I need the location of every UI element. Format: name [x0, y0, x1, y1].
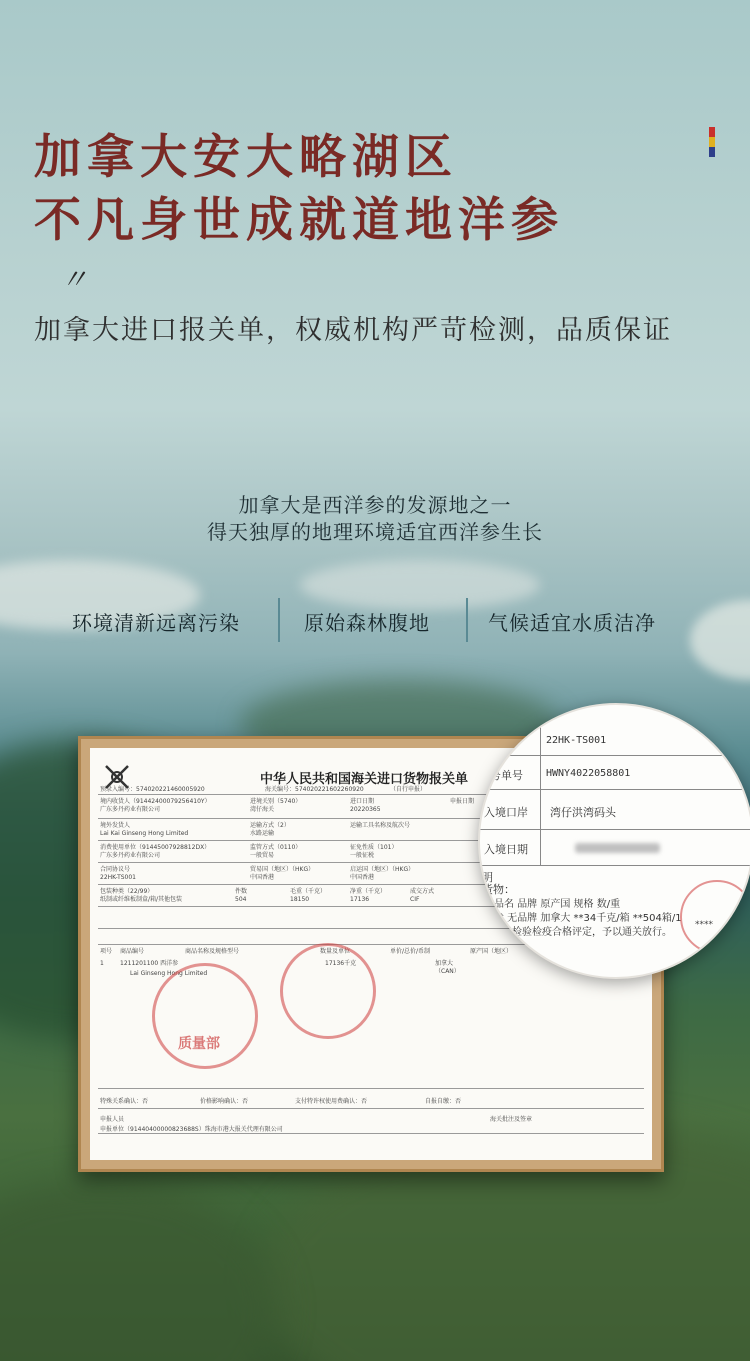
- doc-column-header: 项号: [100, 948, 113, 955]
- doc-field: 进境关别（5740）: [250, 798, 302, 805]
- detail-invoice-value: HWNY4022058801: [546, 768, 631, 779]
- doc-column-header: 数量及单位: [320, 948, 351, 955]
- doc-field: 18150: [290, 896, 310, 903]
- doc-goods-cell: 加拿大: [435, 960, 454, 967]
- intro-line2: 得天独厚的地理环境适宜西洋参生长: [207, 520, 543, 544]
- doc-footer-field: 海关批注及签章: [490, 1116, 533, 1123]
- magnified-detail: [478, 703, 750, 979]
- red-seal-stamp: [680, 880, 750, 954]
- intro-line1: 加拿大是西洋参的发源地之一: [238, 493, 512, 517]
- feature-divider: [278, 598, 280, 642]
- landscape-forest: [0, 1180, 280, 1361]
- headline-line1: 加拿大安大略湖区: [34, 130, 458, 185]
- detail-contract-no: 22HK-TS001: [546, 735, 607, 746]
- doc-field: 中国香港: [250, 874, 275, 881]
- detail-line: [480, 829, 750, 830]
- doc-field: 境内收货人（91442400079256410Y）: [100, 798, 211, 805]
- doc-column-header: 商品名称及规格型号: [185, 948, 240, 955]
- doc-footer-field: 申报单位（91440400000823688S）珠海市港大报关代理有限公司: [100, 1126, 283, 1133]
- doc-goods-cell: 17136千克: [325, 960, 357, 967]
- detail-line: [480, 865, 750, 866]
- doc-field: 包装种类（22/99）: [100, 888, 154, 895]
- doc-field: 纸制或纤维板制盒/箱/其他包装: [100, 896, 183, 903]
- detail-goods-line: 明: [482, 871, 493, 884]
- detail-inspection-note: 货物经检验检疫合格评定，予以通关放行。: [482, 927, 672, 938]
- quote-mark-icon: 〃: [60, 263, 86, 296]
- detail-goods-row: 洋参 无品牌 加拿大 **34千克/箱 **504箱/1: [484, 913, 682, 924]
- feature-environment: 环境清新远离污染: [72, 611, 240, 635]
- detail-invoice-label: 号单号: [490, 769, 523, 782]
- doc-field: 征免性质（101）: [350, 844, 398, 851]
- doc-field: （自行申报）: [390, 786, 427, 793]
- doc-field: Lai Kai Ginseng Hong Limited: [100, 830, 189, 837]
- doc-field: 17136: [350, 896, 370, 903]
- doc-field: 净重（千克）: [350, 888, 387, 895]
- doc-field: 启运国（地区）（HKG）: [350, 866, 415, 873]
- doc-field: 预录入编号：574020221460005920: [100, 786, 205, 793]
- doc-field: 一般贸易: [250, 852, 275, 859]
- detail-goods-line: 货物：: [482, 883, 515, 896]
- doc-field: 中国香港: [350, 874, 375, 881]
- detail-port-label: 入境口岸: [484, 806, 528, 819]
- doc-field: 广东多丹药业有限公司: [100, 806, 161, 813]
- doc-goods-cell: Lai Ginseng Hong Limited: [130, 970, 208, 977]
- doc-goods-cell: 1211201100 西洋参: [120, 960, 179, 967]
- doc-field: 广东多丹药业有限公司: [100, 852, 161, 859]
- doc-field: 湾仔海关: [250, 806, 275, 813]
- detail-line: [540, 705, 541, 865]
- detail-stamp-text: ****: [695, 920, 713, 930]
- detail-port-value: 湾仔洪湾码头: [550, 806, 616, 819]
- doc-field: 运输工具名称及航次号: [350, 822, 411, 829]
- headline-subtitle: 加拿大进口报关单，权威机构严苛检测，品质保证: [34, 315, 672, 346]
- doc-footer-field: 自报自缴：否: [425, 1098, 462, 1105]
- doc-footer-field: 特殊关系确认：否: [100, 1098, 149, 1105]
- feature-divider: [466, 598, 468, 642]
- doc-field: CIF: [410, 896, 420, 903]
- doc-field: 水路运输: [250, 830, 275, 837]
- doc-field: 件数: [235, 888, 248, 895]
- doc-column-header: 单价/总价/币制: [390, 948, 431, 955]
- doc-field: 海关编号：574020221602260920: [265, 786, 364, 793]
- doc-field: 一般征税: [350, 852, 375, 859]
- detail-line: [480, 789, 750, 790]
- doc-goods-cell: 1: [100, 960, 104, 967]
- doc-goods-cell: （CAN）: [435, 968, 460, 975]
- table-line: [98, 1108, 644, 1109]
- red-seal-stamp: [280, 943, 376, 1039]
- feature-climate: 气候适宜水质洁净: [488, 611, 656, 635]
- detail-date-label: 入境日期: [484, 843, 528, 856]
- detail-goods-header: 物品名 品牌 原产国 规格 数/重: [484, 899, 621, 910]
- flag-ribbon-icon: [709, 127, 715, 157]
- detail-date-value: [575, 843, 660, 853]
- seal-label: 质量部: [178, 1036, 220, 1052]
- doc-field: 运输方式（2）: [250, 822, 290, 829]
- doc-footer-field: 申报人员: [100, 1116, 125, 1123]
- doc-field: 毛重（千克）: [290, 888, 327, 895]
- doc-field: 进口日期: [350, 798, 375, 805]
- doc-field: 贸易国（地区）（HKG）: [250, 866, 315, 873]
- landscape-island: [300, 560, 540, 610]
- doc-field: 22HK-TS001: [100, 874, 136, 881]
- doc-footer-field: 支付特许权使用费确认：否: [295, 1098, 368, 1105]
- doc-field: 监管方式（0110）: [250, 844, 302, 851]
- feature-forest: 原始森林腹地: [304, 611, 430, 635]
- doc-field: 504: [235, 896, 247, 903]
- document-title: 中华人民共和国海关进口货物报关单: [260, 772, 469, 787]
- doc-field: 申报日期: [450, 798, 475, 805]
- landscape-island: [690, 600, 750, 680]
- doc-field: 20220365: [350, 806, 381, 813]
- doc-footer-field: 价格影响确认：否: [200, 1098, 249, 1105]
- doc-field: 成交方式: [410, 888, 435, 895]
- table-line: [98, 1088, 644, 1089]
- doc-column-header: 商品编号: [120, 948, 145, 955]
- doc-column-header: 原产国（地区）: [470, 948, 513, 955]
- detail-line: [480, 755, 750, 756]
- doc-field: 合同协议号: [100, 866, 131, 873]
- doc-field: 消费使用单位（91445007928812DX）: [100, 844, 211, 851]
- red-seal-stamp: [152, 963, 258, 1069]
- headline-line2: 不凡身世成就道地洋参: [34, 193, 564, 248]
- doc-field: 境外发货人: [100, 822, 131, 829]
